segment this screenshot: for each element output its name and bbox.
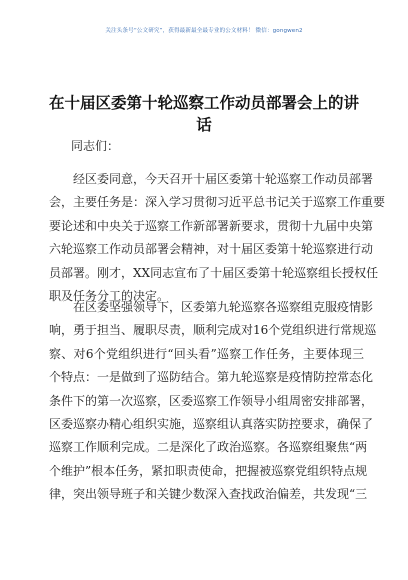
paragraph-line: 条件下的第一次巡察，区委巡察工作领导小组周密安排部署， bbox=[49, 393, 374, 408]
document-title bbox=[30, 92, 378, 136]
paragraph-line: 要论述和中央关于巡察工作新部署新要求，贯彻十九届中央第 bbox=[49, 218, 374, 233]
paragraph-line: 巡察工作顺利完成。二是深化了政治巡察。各巡察组聚焦“两 bbox=[49, 440, 368, 455]
paragraph-line: 员部署。刚才，XX同志宣布了十届区委第十轮巡察组长授权任 bbox=[49, 265, 379, 280]
paragraph-2 bbox=[49, 296, 377, 507]
paragraph-line: 在区委坚强领导下，区委第九轮巡察各巡察组克服疫情影 bbox=[73, 300, 374, 314]
title-line-2: 话 bbox=[196, 116, 212, 134]
paragraph-line: 经区委同意，今天召开十届区委第十轮巡察工作动员部署 bbox=[73, 172, 374, 186]
paragraph-line: 个维护”根本任务，紧扣职责使命，把握被巡察党组织特点规 bbox=[49, 463, 368, 478]
paragraph-line: 区委巡察办精心组织实施，巡察组认真落实防控要求，确保了 bbox=[49, 417, 374, 432]
paragraph-line: 会，主要任务是：深入学习贯彻习近平总书记关于巡察工作重要 bbox=[49, 195, 386, 210]
paragraph-line: 察、对6个党组织进行“回头看”巡察工作任务，主要体现三 bbox=[49, 346, 364, 361]
paragraph-line: 个特点：一是做到了巡防结合。第九轮巡察是疫情防控常态化 bbox=[49, 370, 374, 385]
paragraph-line: 职及任务分工的决定。 bbox=[49, 289, 170, 304]
title-line-1: 在十届区委第十轮巡察工作动员部署会上的讲 bbox=[48, 94, 359, 112]
header-banner: 关注头条号“公文研究”，获得最新最全最专业的公文材料！ 微信：gongwen2 bbox=[105, 28, 303, 34]
paragraph-line: 律，突出领导班子和关键少数深入查找政治偏差，共发现“三 bbox=[49, 487, 368, 502]
paragraph-line: 响，勇于担当、履职尽责，顺利完成对16个党组织进行常规巡 bbox=[49, 323, 377, 338]
salutation: 同志们： bbox=[71, 139, 120, 153]
paragraph-line: 六轮巡察工作动员部署会精神，对十届区委第十轮巡察进行动 bbox=[49, 242, 374, 257]
paragraph-1 bbox=[49, 168, 386, 308]
